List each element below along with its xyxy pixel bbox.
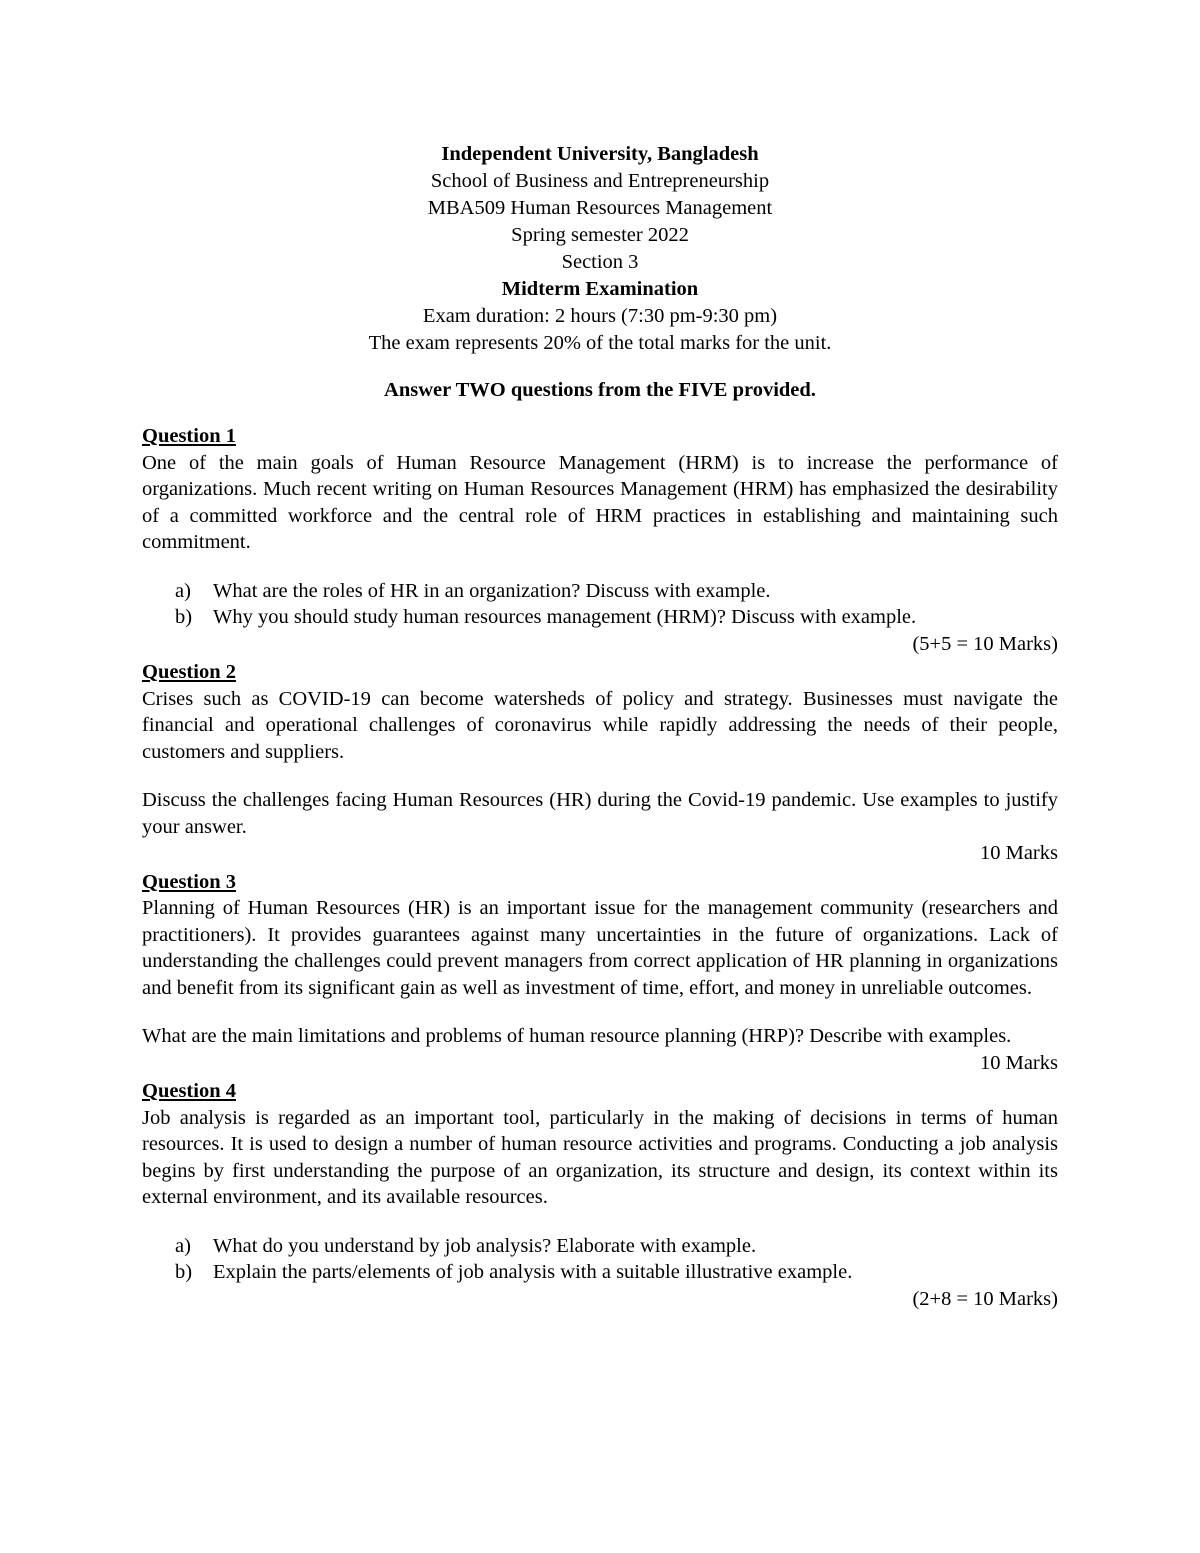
sub-question-text: Explain the parts/elements of job analysis with a suitable illustrative example.	[213, 1261, 853, 1283]
question-title: Question 1	[142, 425, 236, 447]
semester: Spring semester 2022	[511, 224, 689, 246]
question-paragraph: Planning of Human Resources (HR) is an important issue for the management community (researchers and practitioners). It provides guarantees against many uncertainties in the future of organizations. Lack of understanding the challenges could prevent managers from correct application of HR planning in organizations and benefit from its significant gain as well as investment of time, effort, and money in unreliable outcomes.	[142, 897, 1058, 999]
section: Section 3	[561, 251, 639, 273]
sub-question	[142, 1259, 1058, 1286]
question-paragraph: Job analysis is regarded as an important tool, particularly in the making of decisions in terms of human resources. It is used to design a number of human resource activities and programs. Conducting a job analysis begins by first understanding the purpose of an organization, its structure and design, its context within its external environment, and its available resources.	[142, 1106, 1058, 1208]
sub-question	[142, 604, 1058, 631]
sub-question-text: What do you understand by job analysis? Elaborate with example.	[213, 1234, 757, 1257]
sub-question-label: b)	[175, 1261, 193, 1283]
sub-question-list	[142, 1233, 1058, 1286]
question-title: Question 3	[142, 870, 236, 893]
exam-duration: Exam duration: 2 hours (7:30 pm-9:30 pm)	[422, 305, 778, 327]
sub-question-text: Why you should study human resources management (HRM)? Discuss with example.	[213, 606, 917, 628]
sub-question	[142, 578, 1058, 605]
question-marks: (5+5 = 10 Marks)	[912, 632, 1058, 655]
question-paragraph: One of the main goals of Human Resource Management (HRM) is to increase the performance of organizations. Much recent writing on Human Resources Management (HRM) has emphasized the desirability of a committed workforce and the central role of HRM practices in establishing and maintaining such commitment.	[142, 451, 1058, 553]
sub-question-label: b)	[175, 606, 193, 628]
sub-question-text: What are the roles of HR in an organization? Discuss with example.	[213, 579, 771, 602]
sub-question-label: a)	[175, 1234, 191, 1257]
question-paragraph: What are the main limitations and problems of human resource planning (HRP)? Describe with examples.	[142, 1025, 1012, 1047]
question-title: Question 4	[142, 1080, 236, 1102]
question-paragraph: Crises such as COVID-19 can become watersheds of policy and strategy. Businesses must navigate the financial and operational challenges of coronavirus while rapidly addressing the needs of their people, customers and suppliers.	[142, 687, 1058, 763]
question-4	[142, 1078, 1058, 1312]
question-title: Question 2	[142, 661, 236, 683]
question-3	[142, 869, 1058, 1077]
question-marks: 10 Marks	[979, 1051, 1058, 1074]
question-marks: 10 Marks	[979, 842, 1058, 864]
school-name: School of Business and Entrepreneurship	[430, 170, 770, 192]
exam-weight: The exam represents 20% of the total marks for the unit.	[368, 332, 832, 354]
exam-header	[142, 141, 1058, 357]
sub-question-label: a)	[175, 579, 191, 602]
question-2	[142, 659, 1058, 867]
exam-title: Midterm Examination	[501, 278, 699, 300]
sub-question	[142, 1233, 1058, 1260]
university-name: Independent University, Bangladesh	[441, 143, 759, 165]
exam-page	[142, 141, 1058, 1312]
course-name: MBA509 Human Resources Management	[427, 197, 773, 219]
question-paragraph: Discuss the challenges facing Human Resources (HR) during the Covid-19 pandemic. Use examples to justify your answer.	[142, 789, 1058, 838]
exam-instruction: Answer TWO questions from the FIVE provided.	[384, 379, 816, 401]
sub-question-list	[142, 578, 1058, 631]
question-marks: (2+8 = 10 Marks)	[912, 1287, 1058, 1310]
question-1	[142, 423, 1058, 657]
